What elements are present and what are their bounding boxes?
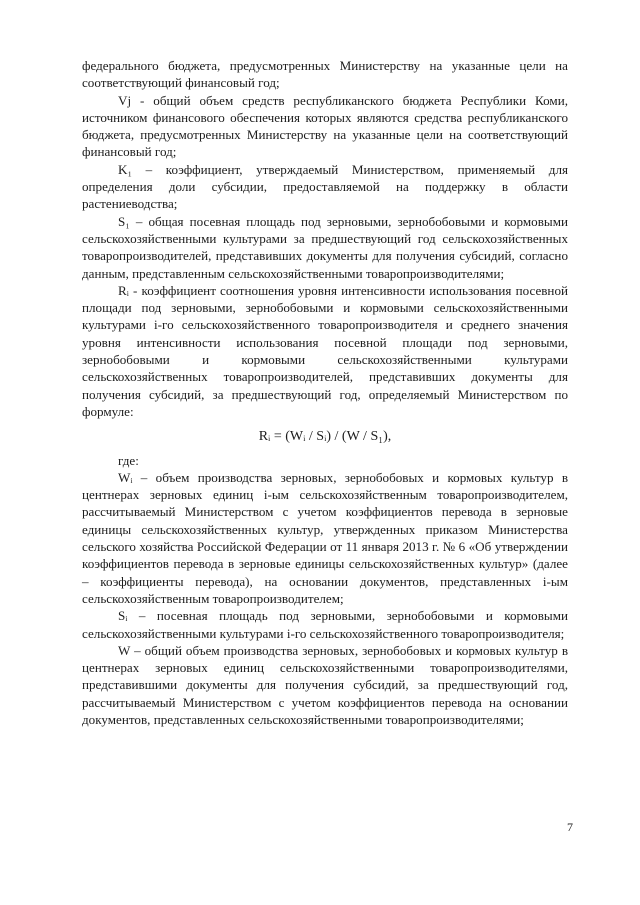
paragraph-ri-definition: Rᵢ - коэффициент соотношения уровня интенсивности использования посевной площади под зерновыми, зернобобовыми и кормовыми сельскохозяйственными культурами i-го сельскохозяйственного товаропроизводителя и среднего значения уровня интенсивности использования посевной площади под зерновыми, зернобобовыми и кормовыми сельскохозяйственными культурами сельскохозяйственных товаропроизводителей, представивших документы для получения субсидий, за предшествующий год, определяемый Министерством по формуле: — [82, 282, 568, 419]
page-number: 7 — [567, 820, 573, 834]
formula: Rᵢ = (Wᵢ / Sᵢ) / (W / S₁), — [258, 429, 392, 445]
paragraph-si-definition: Sᵢ – посевная площадь под зерновыми, зернобобовыми и кормовыми сельскохозяйственными культурами i-го сельскохозяйственного товаропроизводителя; — [82, 608, 568, 641]
paragraph-continuation: федерального бюджета, предусмотренных Министерству на указанные цели на соответствующий финансовый год; — [82, 58, 568, 91]
paragraph-vj-definition: Vj - общий объем средств республиканского бюджета Республики Коми, источником финансового обеспечения которых являются средства республиканского бюджета, предусмотренных Министерству на указанные цели на соответствующий финансовый год; — [82, 92, 568, 160]
document-body — [82, 57, 568, 728]
paragraph-k1-definition: K₁ – коэффициент, утверждаемый Министерством, применяемый для определения доли субсидии, предоставляемой на поддержку в области растениеводства; — [82, 161, 568, 212]
paragraph-w-definition: W – общий объем производства зерновых, зернобобовых и кормовых культур в центнерах зерновых единиц сельскохозяйственными товаропроизводителями, представившими документы для получения субсидий, за предшествующий год, рассчитываемый Министерством с учетом коэффициентов перевода на основании документов, представленных сельскохозяйственными товаропроизводителями; — [82, 642, 568, 727]
where-label: где: — [118, 452, 139, 468]
paragraph-s1-definition: S₁ – общая посевная площадь под зерновыми, зернобобовыми и кормовыми сельскохозяйственными культурами за предшествующий год сельскохозяйственных товаропроизводителей, представивших документы для получения субсидий, согласно данным, представленным сельскохозяйственными товаропроизводителями; — [82, 213, 568, 281]
paragraph-wi-definition: Wᵢ – объем производства зерновых, зернобобовых и кормовых культур в центнерах зерновых единиц i-ым сельскохозяйственным товаропроизводителем, рассчитываемый Министерством с учетом коэффициентов перевода в зерновые единицы сельскохозяйственных культур, утвержденных приказом Министерства сельского хозяйства Российской Федерации от 11 января 2013 г. № 6 «Об утверждении коэффициентов перевода в зерновые единицы сельскохозяйственных культур» (далее – коэффициенты перевода), на основании документов, представленных i-ым сельскохозяйственным товаропроизводителем; — [82, 469, 568, 606]
